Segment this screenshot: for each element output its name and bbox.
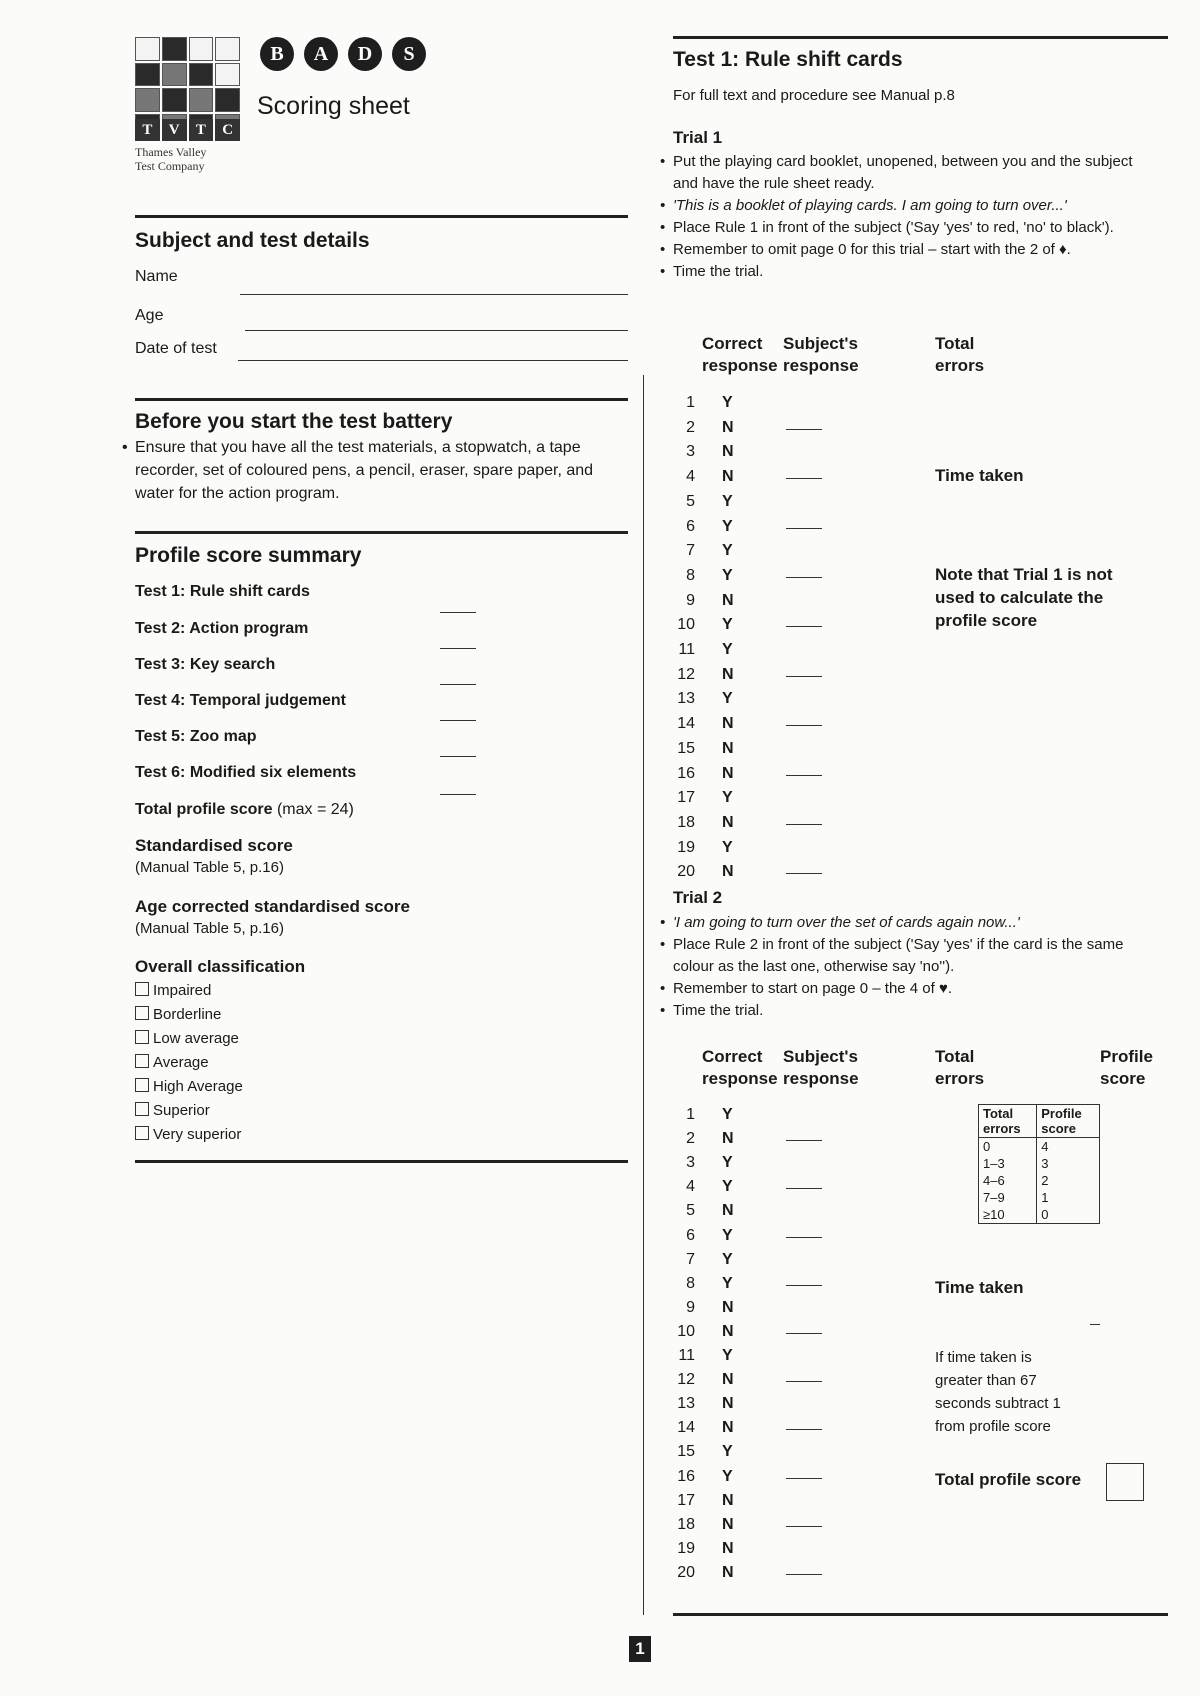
profile-score-line[interactable] (440, 720, 476, 721)
badge-d: D (348, 37, 382, 71)
correct-response: Y (722, 492, 733, 510)
row-number: 10 (677, 616, 695, 634)
profile-test-1: Test 1: Rule shift cards (135, 583, 310, 600)
correct-response: N (722, 1322, 734, 1340)
correct-response: N (722, 1491, 734, 1509)
col-correct: Correct response (702, 1047, 778, 1088)
profile-test-3: Test 3: Key search (135, 656, 276, 673)
total-profile-row: Total profile score (max = 24) (135, 801, 354, 818)
correct-response: N (722, 1395, 734, 1413)
row-number: 9 (686, 591, 695, 609)
profile-score-table: Total errors Profile score 0 4 1–3 3 4–6 2 7–9 1 ≥10 0 (978, 1104, 1100, 1224)
classification-heading: Overall classification (135, 957, 306, 976)
subject-response-line[interactable] (786, 1140, 822, 1141)
class-superior[interactable]: Superior (135, 1102, 210, 1119)
correct-response: N (722, 739, 734, 757)
subject-response-line[interactable] (786, 1574, 822, 1575)
correct-response: Y (722, 1467, 733, 1485)
subject-response-line[interactable] (786, 775, 822, 776)
row-number: 11 (678, 641, 695, 658)
age-label: Age (135, 307, 164, 324)
correct-response: N (722, 665, 734, 683)
row-number: 14 (677, 1419, 695, 1437)
row-number: 19 (677, 838, 695, 856)
row-number: 5 (686, 1202, 695, 1220)
row-number: 8 (686, 566, 695, 584)
correct-response: Y (722, 1250, 733, 1268)
col-errors: Total errors (935, 334, 985, 375)
row-number: 1 (686, 394, 695, 411)
time-field[interactable] (1090, 1324, 1100, 1325)
company-name: Thames Valley Test Company (135, 145, 207, 173)
subject-heading: Subject and test details (135, 229, 370, 252)
row-number: 7 (686, 1250, 695, 1268)
row-number: 12 (677, 665, 695, 683)
trial2-heading: Trial 2 (673, 888, 723, 907)
subject-response-line[interactable] (786, 626, 822, 627)
row-number: 3 (686, 443, 695, 461)
row-number: 3 (686, 1154, 695, 1172)
trial1-time-label: Time taken (935, 466, 1024, 485)
correct-response: N (722, 591, 734, 609)
total-profile-label: Total profile score (935, 1470, 1082, 1489)
subject-response-line[interactable] (786, 824, 822, 825)
correct-response: Y (722, 789, 733, 807)
row-number: 5 (686, 492, 695, 510)
subject-response-line[interactable] (786, 1188, 822, 1189)
date-field[interactable] (238, 360, 628, 361)
correct-response: Y (722, 542, 733, 560)
correct-response: N (722, 418, 734, 436)
correct-response: Y (722, 1106, 733, 1123)
divider (673, 1613, 1168, 1616)
age-corrected-score: Age corrected standardised score (Manual Table 5, p.16) (135, 897, 410, 937)
correct-response: N (722, 715, 734, 733)
trial2-instructions: • 'I am going to turn over the set of cards again now...' • Place Rule 2 in front of the subject ('Say 'yes' if the card is the same colour as the last one, otherwise say 'no''). • Remember to start on page 0 – the 4 of ♥. • Time the trial. (673, 912, 1163, 1022)
row-number: 6 (686, 1226, 695, 1244)
divider (135, 215, 628, 218)
correct-response: N (722, 1539, 734, 1557)
subject-response-line[interactable] (786, 1381, 822, 1382)
row-number: 19 (677, 1539, 695, 1557)
class-borderline[interactable]: Borderline (135, 1006, 221, 1023)
correct-response: Y (722, 517, 733, 535)
profile-score-line[interactable] (440, 684, 476, 685)
correct-response: N (722, 1130, 734, 1148)
profile-score-line[interactable] (440, 648, 476, 649)
subject-response-line[interactable] (786, 528, 822, 529)
correct-response: N (722, 468, 734, 486)
age-field[interactable] (245, 330, 628, 331)
profile-test-2: Test 2: Action program (135, 620, 309, 637)
correct-response: Y (722, 1443, 733, 1461)
correct-response: Y (722, 616, 733, 634)
row-number: 12 (677, 1371, 695, 1389)
col-subject: Subject's response (783, 334, 859, 375)
subject-response-line[interactable] (786, 676, 822, 677)
page-number: 1 (629, 1636, 651, 1662)
row-number: 17 (677, 1491, 695, 1509)
badge-s: S (392, 37, 426, 71)
correct-response: Y (722, 690, 733, 708)
column-divider (643, 375, 644, 1615)
badge-b: B (260, 37, 294, 71)
subject-response-line[interactable] (786, 1333, 822, 1334)
row-number: 1 (686, 1106, 695, 1123)
divider (135, 1160, 628, 1163)
logo-letters: T V T C (135, 119, 240, 141)
time-note: If time taken is greater than 67 seconds subtract 1 from profile score (935, 1349, 1061, 1435)
row-number: 18 (677, 1515, 695, 1533)
correct-response: Y (722, 641, 733, 658)
row-number: 15 (677, 1443, 695, 1461)
trial1-heading: Trial 1 (673, 128, 723, 147)
row-number: 20 (677, 1563, 695, 1581)
divider (135, 531, 628, 534)
trial2-time-label: Time taken (935, 1278, 1024, 1297)
profile-test-5: Test 5: Zoo map (135, 728, 257, 745)
subject-response-line[interactable] (786, 1526, 822, 1527)
name-label: Name (135, 268, 178, 285)
divider (673, 36, 1168, 39)
correct-response: Y (722, 838, 733, 856)
row-number: 2 (686, 1130, 695, 1148)
correct-response: N (722, 1419, 734, 1437)
subject-response-line[interactable] (786, 577, 822, 578)
row-number: 2 (686, 418, 695, 436)
correct-response: Y (722, 394, 733, 411)
badge-a: A (304, 37, 338, 71)
profile-score-line[interactable] (440, 794, 476, 795)
date-label: Date of test (135, 340, 217, 357)
row-number: 9 (686, 1298, 695, 1316)
before-text: • Ensure that you have all the test materials, a stopwatch, a tape recorder, set of coloured pens, a pencil, eraser, spare paper, and water for the action program. (135, 436, 625, 505)
class-very-superior[interactable]: Very superior (135, 1126, 241, 1143)
class-high-average[interactable]: High Average (135, 1078, 243, 1095)
row-number: 18 (677, 813, 695, 831)
name-field[interactable] (240, 294, 628, 295)
correct-response: Y (722, 566, 733, 584)
col-correct: Correct response (702, 334, 778, 375)
correct-response: Y (722, 1226, 733, 1244)
subject-response-line[interactable] (786, 1285, 822, 1286)
row-number: 6 (686, 517, 695, 535)
col-subject: Subject's response (783, 1047, 859, 1088)
col-profile: Profile score (1100, 1047, 1153, 1088)
col-errors: Total errors (935, 1047, 985, 1088)
divider (135, 398, 628, 401)
correct-response: N (722, 764, 734, 782)
row-number: 16 (677, 1467, 695, 1485)
trial1-note: Note that Trial 1 is not used to calculate the profile score (935, 565, 1113, 630)
subject-response-line[interactable] (786, 1429, 822, 1430)
trial1-instructions: • Put the playing card booklet, unopened, between you and the subject and have the rule sheet ready. • 'This is a booklet of playing cards. I am going to turn over...' • Place Rule 1 in front of the subject ('Say 'yes' to red, 'no' to black'). • Remember to omit page 0 for this trial – start with the 2 of ♦. • Time the trial. (673, 151, 1143, 283)
correct-response: N (722, 1202, 734, 1220)
correct-response: N (722, 1371, 734, 1389)
row-number: 11 (678, 1347, 695, 1364)
row-number: 10 (677, 1322, 695, 1340)
before-heading: Before you start the test battery (135, 410, 453, 433)
correct-response: N (722, 813, 734, 831)
correct-response: N (722, 1298, 734, 1316)
profile-score-line[interactable] (440, 756, 476, 757)
test1-heading: Test 1: Rule shift cards (673, 48, 903, 71)
correct-response: Y (722, 1154, 733, 1172)
class-average[interactable]: Average (135, 1054, 209, 1071)
manual-reference: For full text and procedure see Manual p.8 (673, 87, 955, 104)
profile-test-4: Test 4: Temporal judgement (135, 692, 346, 709)
correct-response: N (722, 443, 734, 461)
row-number: 13 (677, 690, 695, 708)
correct-response: Y (722, 1178, 733, 1196)
row-number: 20 (677, 863, 695, 881)
bads-badges (260, 37, 426, 71)
page-title: Scoring sheet (257, 92, 410, 120)
subject-response-line[interactable] (786, 873, 822, 874)
profile-score-line[interactable] (440, 612, 476, 613)
row-number: 14 (677, 715, 695, 733)
row-number: 17 (677, 789, 695, 807)
profile-heading: Profile score summary (135, 544, 362, 567)
correct-response: Y (722, 1347, 733, 1364)
row-number: 4 (686, 468, 695, 486)
correct-response: N (722, 863, 734, 881)
standardised-score: Standardised score (Manual Table 5, p.16) (135, 836, 293, 876)
row-number: 8 (686, 1274, 695, 1292)
row-number: 4 (686, 1178, 695, 1196)
subject-response-line[interactable] (786, 725, 822, 726)
total-profile-box[interactable] (1106, 1463, 1144, 1501)
row-number: 16 (677, 764, 695, 782)
subject-response-line[interactable] (786, 1478, 822, 1479)
correct-response: N (722, 1515, 734, 1533)
correct-response: Y (722, 1274, 733, 1292)
profile-test-6: Test 6: Modified six elements (135, 764, 357, 781)
row-number: 13 (677, 1395, 695, 1413)
class-impaired[interactable]: Impaired (135, 982, 211, 999)
row-number: 15 (677, 739, 695, 757)
class-low-average[interactable]: Low average (135, 1030, 239, 1047)
subject-response-line[interactable] (786, 478, 822, 479)
correct-response: N (722, 1563, 734, 1581)
subject-response-line[interactable] (786, 429, 822, 430)
subject-response-line[interactable] (786, 1237, 822, 1238)
row-number: 7 (686, 542, 695, 560)
